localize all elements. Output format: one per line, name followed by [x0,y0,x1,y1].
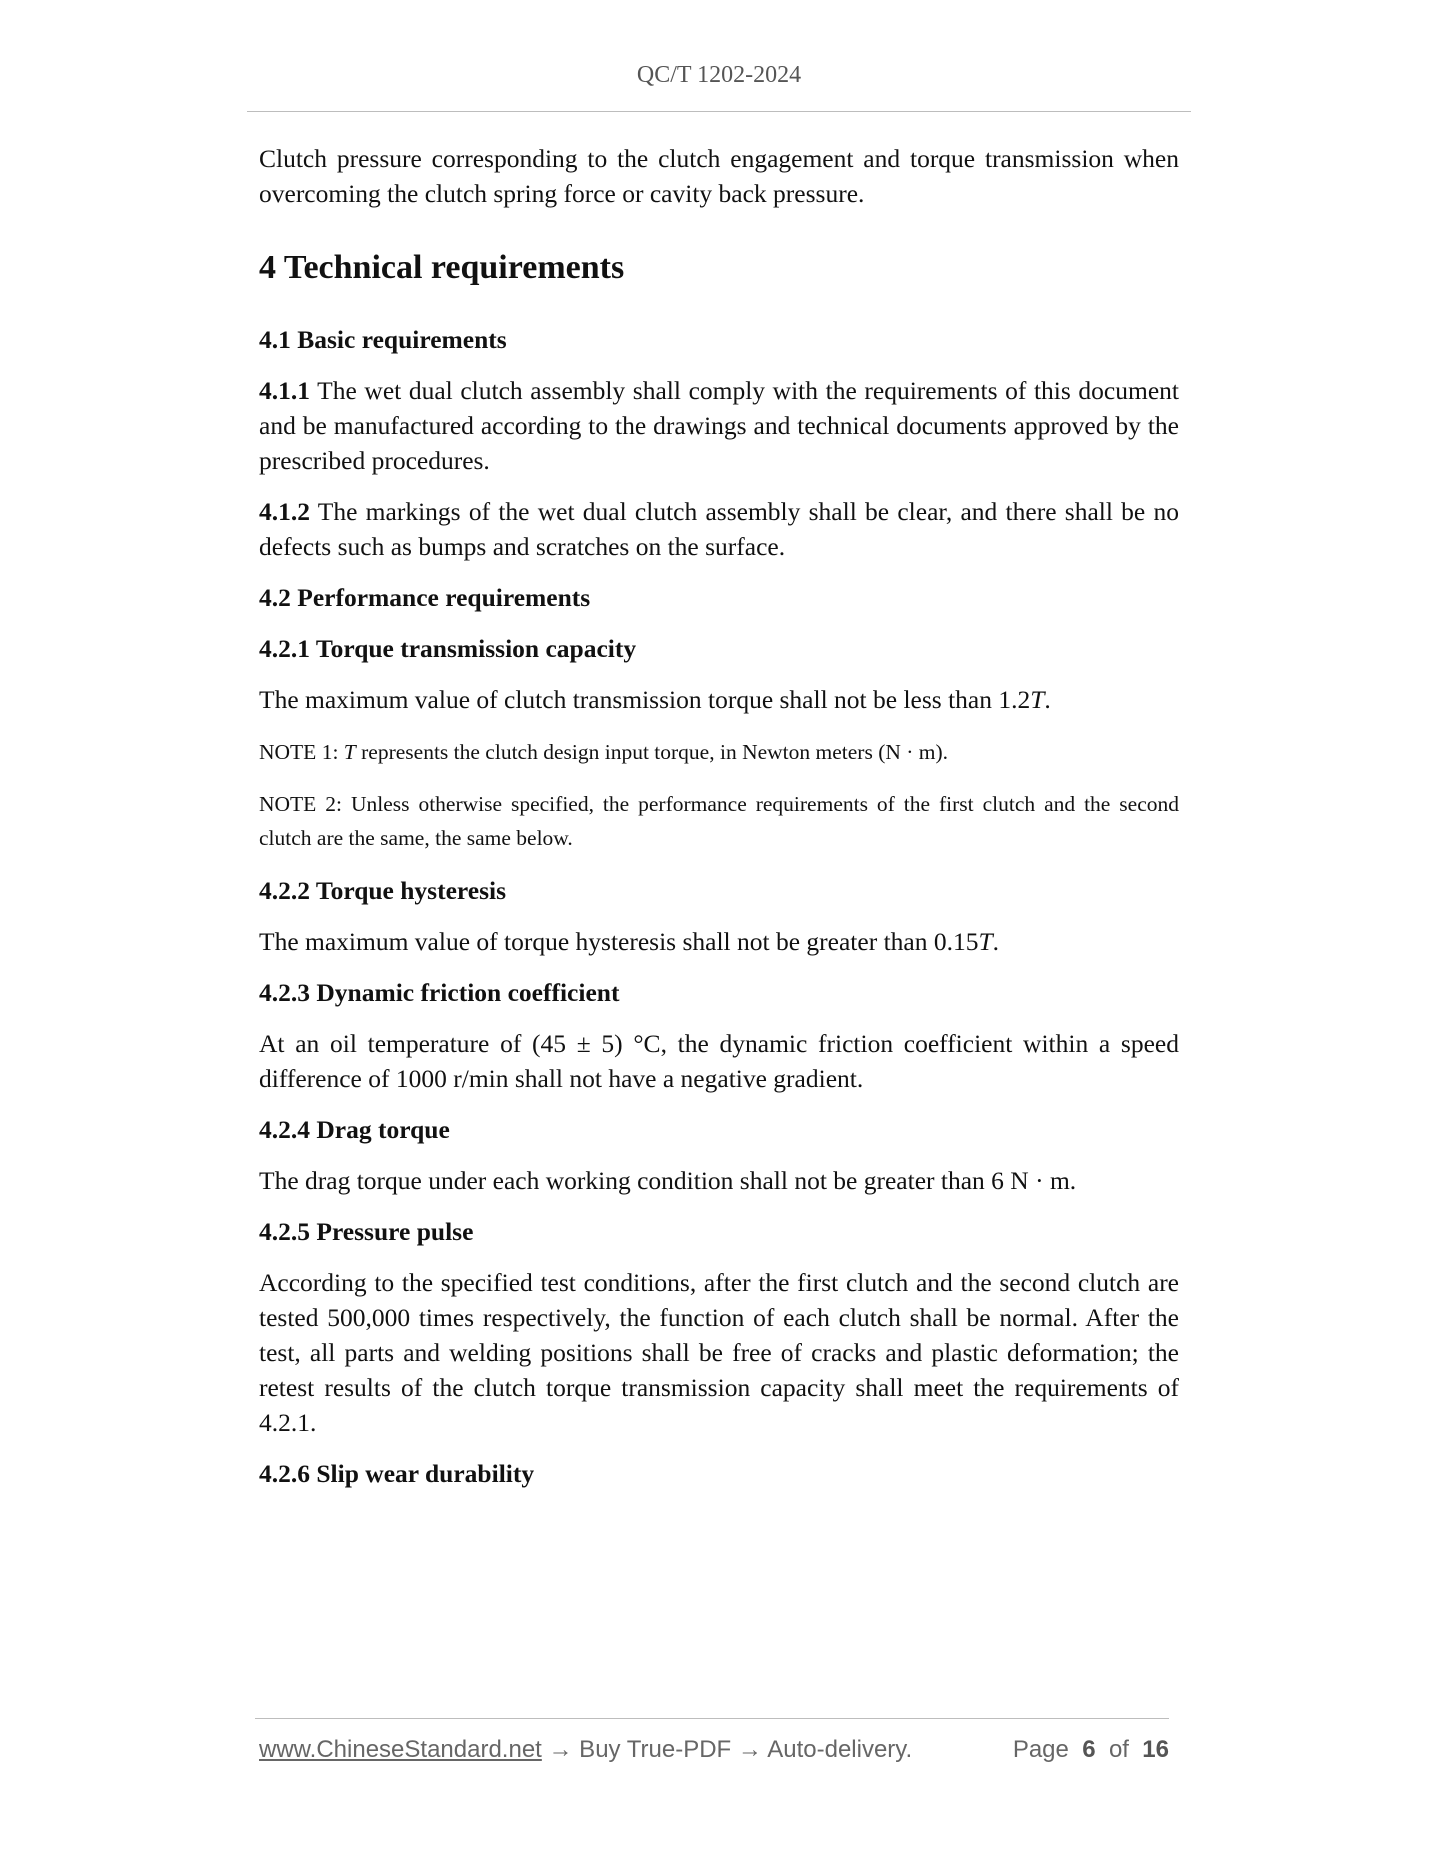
clause-4-2-4-text: The drag torque under each working condition shall not be greater than 6 N · m. [259,1166,1077,1195]
page-number: 6 [1082,1736,1096,1763]
intro-paragraph: Clutch pressure corresponding to the clutch engagement and torque transmission when overcoming the clutch spring force or cavity back pressure. [259,144,1179,208]
clause-4-2-2-text [259,924,1179,959]
text-run: The maximum value of clutch transmission torque shall not be less than 1.2 [259,685,1031,714]
section-4-2-3-heading: 4.2.3 Dynamic friction coefficient [259,978,620,1007]
clause-4-1-1 [259,373,1179,478]
page-total: 16 [1142,1736,1169,1763]
note-1 [259,735,1179,769]
clause-4-2-3-text: At an oil temperature of (45 ± 5) °C, the dynamic friction coefficient within a speed difference of 1000 r/min shall not have a negative gradient. [259,1029,1179,1093]
clause-number: 4.1.1 [259,376,310,405]
of-label: of [1108,1736,1129,1763]
clause-text: The wet dual clutch assembly shall comply with the requirements of this document and be manufactured according to the drawings and technical documents approved by the prescribed procedures. [259,376,1179,475]
section-4-2-1-heading: 4.2.1 Torque transmission capacity [259,634,637,663]
clause-4-2-1-text [259,682,1179,717]
clause-text: The markings of the wet dual clutch assembly shall be clear, and there shall be no defects such as bumps and scratches on the surface. [259,497,1179,561]
text-run: . [992,927,1000,956]
website-link[interactable]: www.ChineseStandard.net [259,1736,542,1763]
variable-t: T [343,740,356,764]
section-4-1-heading: 4.1 Basic requirements [259,325,507,354]
document-id-header: QC/T 1202-2024 [636,62,802,88]
text-run: represents the clutch design input torque, in Newton meters (N · m). [355,740,949,764]
text-run: . [1044,685,1051,714]
page-indicator [1013,1736,1169,1764]
variable-t: T [1030,685,1045,714]
clause-number: 4.1.2 [259,497,310,526]
page-label: Page [1012,1736,1069,1763]
page-footer [259,1736,1169,1764]
footer-tagline: → Buy True-PDF → Auto-delivery. [541,1736,913,1763]
note-2: NOTE 2: Unless otherwise specified, the performance requirements of the first clutch and the second clutch are the same, the same below. [259,792,1179,850]
text-run: The maximum value of torque hysteresis shall not be greater than 0.15 [259,927,979,956]
section-4-heading: 4 Technical requirements [259,249,625,286]
section-4-2-6-heading: 4.2.6 Slip wear durability [259,1459,535,1488]
clause-4-1-2 [259,494,1179,564]
footer-divider [255,1718,1169,1719]
text-run: NOTE 1: [259,740,344,764]
section-4-2-4-heading: 4.2.4 Drag torque [259,1115,450,1144]
document-body [259,141,1179,1491]
section-4-2-heading: 4.2 Performance requirements [259,583,591,612]
header-divider [247,111,1191,112]
section-4-2-5-heading: 4.2.5 Pressure pulse [259,1217,474,1246]
section-4-2-2-heading: 4.2.2 Torque hysteresis [259,876,507,905]
variable-t: T [978,927,993,956]
clause-4-2-5-text: According to the specified test conditions, after the first clutch and the second clutch are tested 500,000 times respectively, the function of each clutch shall be normal. After the test, all parts and welding positions shall be free of cracks and plastic deformation; the retest results of the clutch torque transmission capacity shall meet the requirements of 4.2.1. [259,1268,1179,1437]
